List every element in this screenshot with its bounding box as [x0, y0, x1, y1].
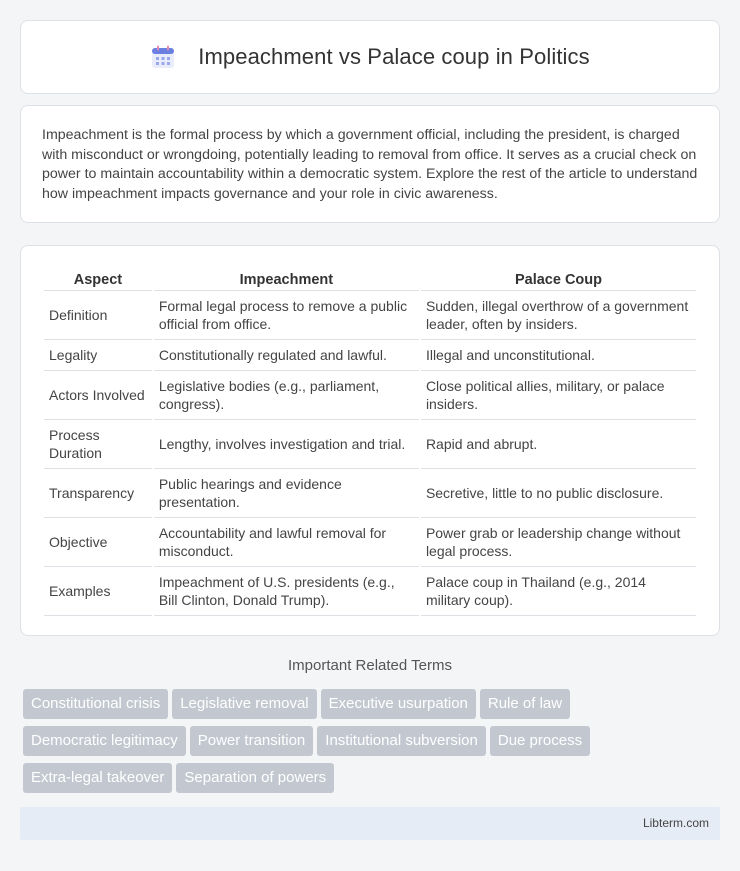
- table-row: [44, 469, 696, 518]
- table-cell: Definition: [44, 291, 152, 340]
- related-term-tag[interactable]: Extra-legal takeover: [23, 763, 172, 793]
- related-term-tag[interactable]: Legislative removal: [172, 689, 316, 719]
- related-term-tag[interactable]: Constitutional crisis: [23, 689, 168, 719]
- related-term-tag[interactable]: Power transition: [190, 726, 314, 756]
- table-row: [44, 420, 696, 469]
- intro-card: [20, 105, 720, 223]
- page-title: Impeachment vs Palace coup in Politics: [198, 44, 590, 69]
- related-term-tag[interactable]: Separation of powers: [176, 763, 334, 793]
- table-cell: Lengthy, involves investigation and trial.: [154, 420, 419, 469]
- table-cell: Legislative bodies (e.g., parliament, congress).: [154, 371, 419, 420]
- table-row: [44, 518, 696, 567]
- title-card: [20, 20, 720, 94]
- table-cell: Palace coup in Thailand (e.g., 2014 military coup).: [421, 567, 696, 616]
- related-term-tag[interactable]: Due process: [490, 726, 590, 756]
- table-cell: Public hearings and evidence presentation.: [154, 469, 419, 518]
- calendar-icon: [150, 44, 176, 70]
- comparison-table: [42, 264, 698, 616]
- column-header-impeachment: Impeachment: [154, 264, 419, 291]
- column-header-palace-coup: Palace Coup: [421, 264, 696, 291]
- related-terms-heading: Important Related Terms: [288, 657, 452, 674]
- related-term-tag[interactable]: Rule of law: [480, 689, 570, 719]
- related-term-tag[interactable]: Executive usurpation: [321, 689, 476, 719]
- related-terms-list: [23, 689, 723, 800]
- table-cell: Formal legal process to remove a public official from office.: [154, 291, 419, 340]
- table-cell: Accountability and lawful removal for misconduct.: [154, 518, 419, 567]
- intro-text: Impeachment is the formal process by which a government official, including the president, is charged with misconduct or wrongdoing, potentially leading to removal from office. It serves as a crucial check on power to maintain accountability within a democratic system. Explore the rest of the article to understand how impeachment impacts governance and your role in civic awareness.: [42, 127, 698, 202]
- comparison-table-card: [20, 245, 720, 636]
- table-cell: Rapid and abrupt.: [421, 420, 696, 469]
- table-cell: Legality: [44, 340, 152, 371]
- table-row: [44, 340, 696, 371]
- table-cell: Illegal and unconstitutional.: [421, 340, 696, 371]
- table-row: [44, 567, 696, 616]
- table-cell: Power grab or leadership change without legal process.: [421, 518, 696, 567]
- table-cell: Constitutionally regulated and lawful.: [154, 340, 419, 371]
- table-cell: Objective: [44, 518, 152, 567]
- column-header-aspect: Aspect: [44, 264, 152, 291]
- footer-site-link[interactable]: Libterm.com: [642, 816, 709, 830]
- related-term-tag[interactable]: Democratic legitimacy: [23, 726, 186, 756]
- table-cell: Close political allies, military, or palace insiders.: [421, 371, 696, 420]
- table-cell: Actors Involved: [44, 371, 152, 420]
- table-row: [44, 291, 696, 340]
- table-cell: Impeachment of U.S. presidents (e.g., Bill Clinton, Donald Trump).: [154, 567, 419, 616]
- footer: [20, 807, 720, 840]
- related-term-tag[interactable]: Institutional subversion: [317, 726, 486, 756]
- table-cell: Sudden, illegal overthrow of a government leader, often by insiders.: [421, 291, 696, 340]
- table-header-row: [44, 264, 696, 291]
- table-cell: Transparency: [44, 469, 152, 518]
- table-cell: Secretive, little to no public disclosure.: [421, 469, 696, 518]
- table-row: [44, 371, 696, 420]
- table-cell: Examples: [44, 567, 152, 616]
- table-cell: Process Duration: [44, 420, 152, 469]
